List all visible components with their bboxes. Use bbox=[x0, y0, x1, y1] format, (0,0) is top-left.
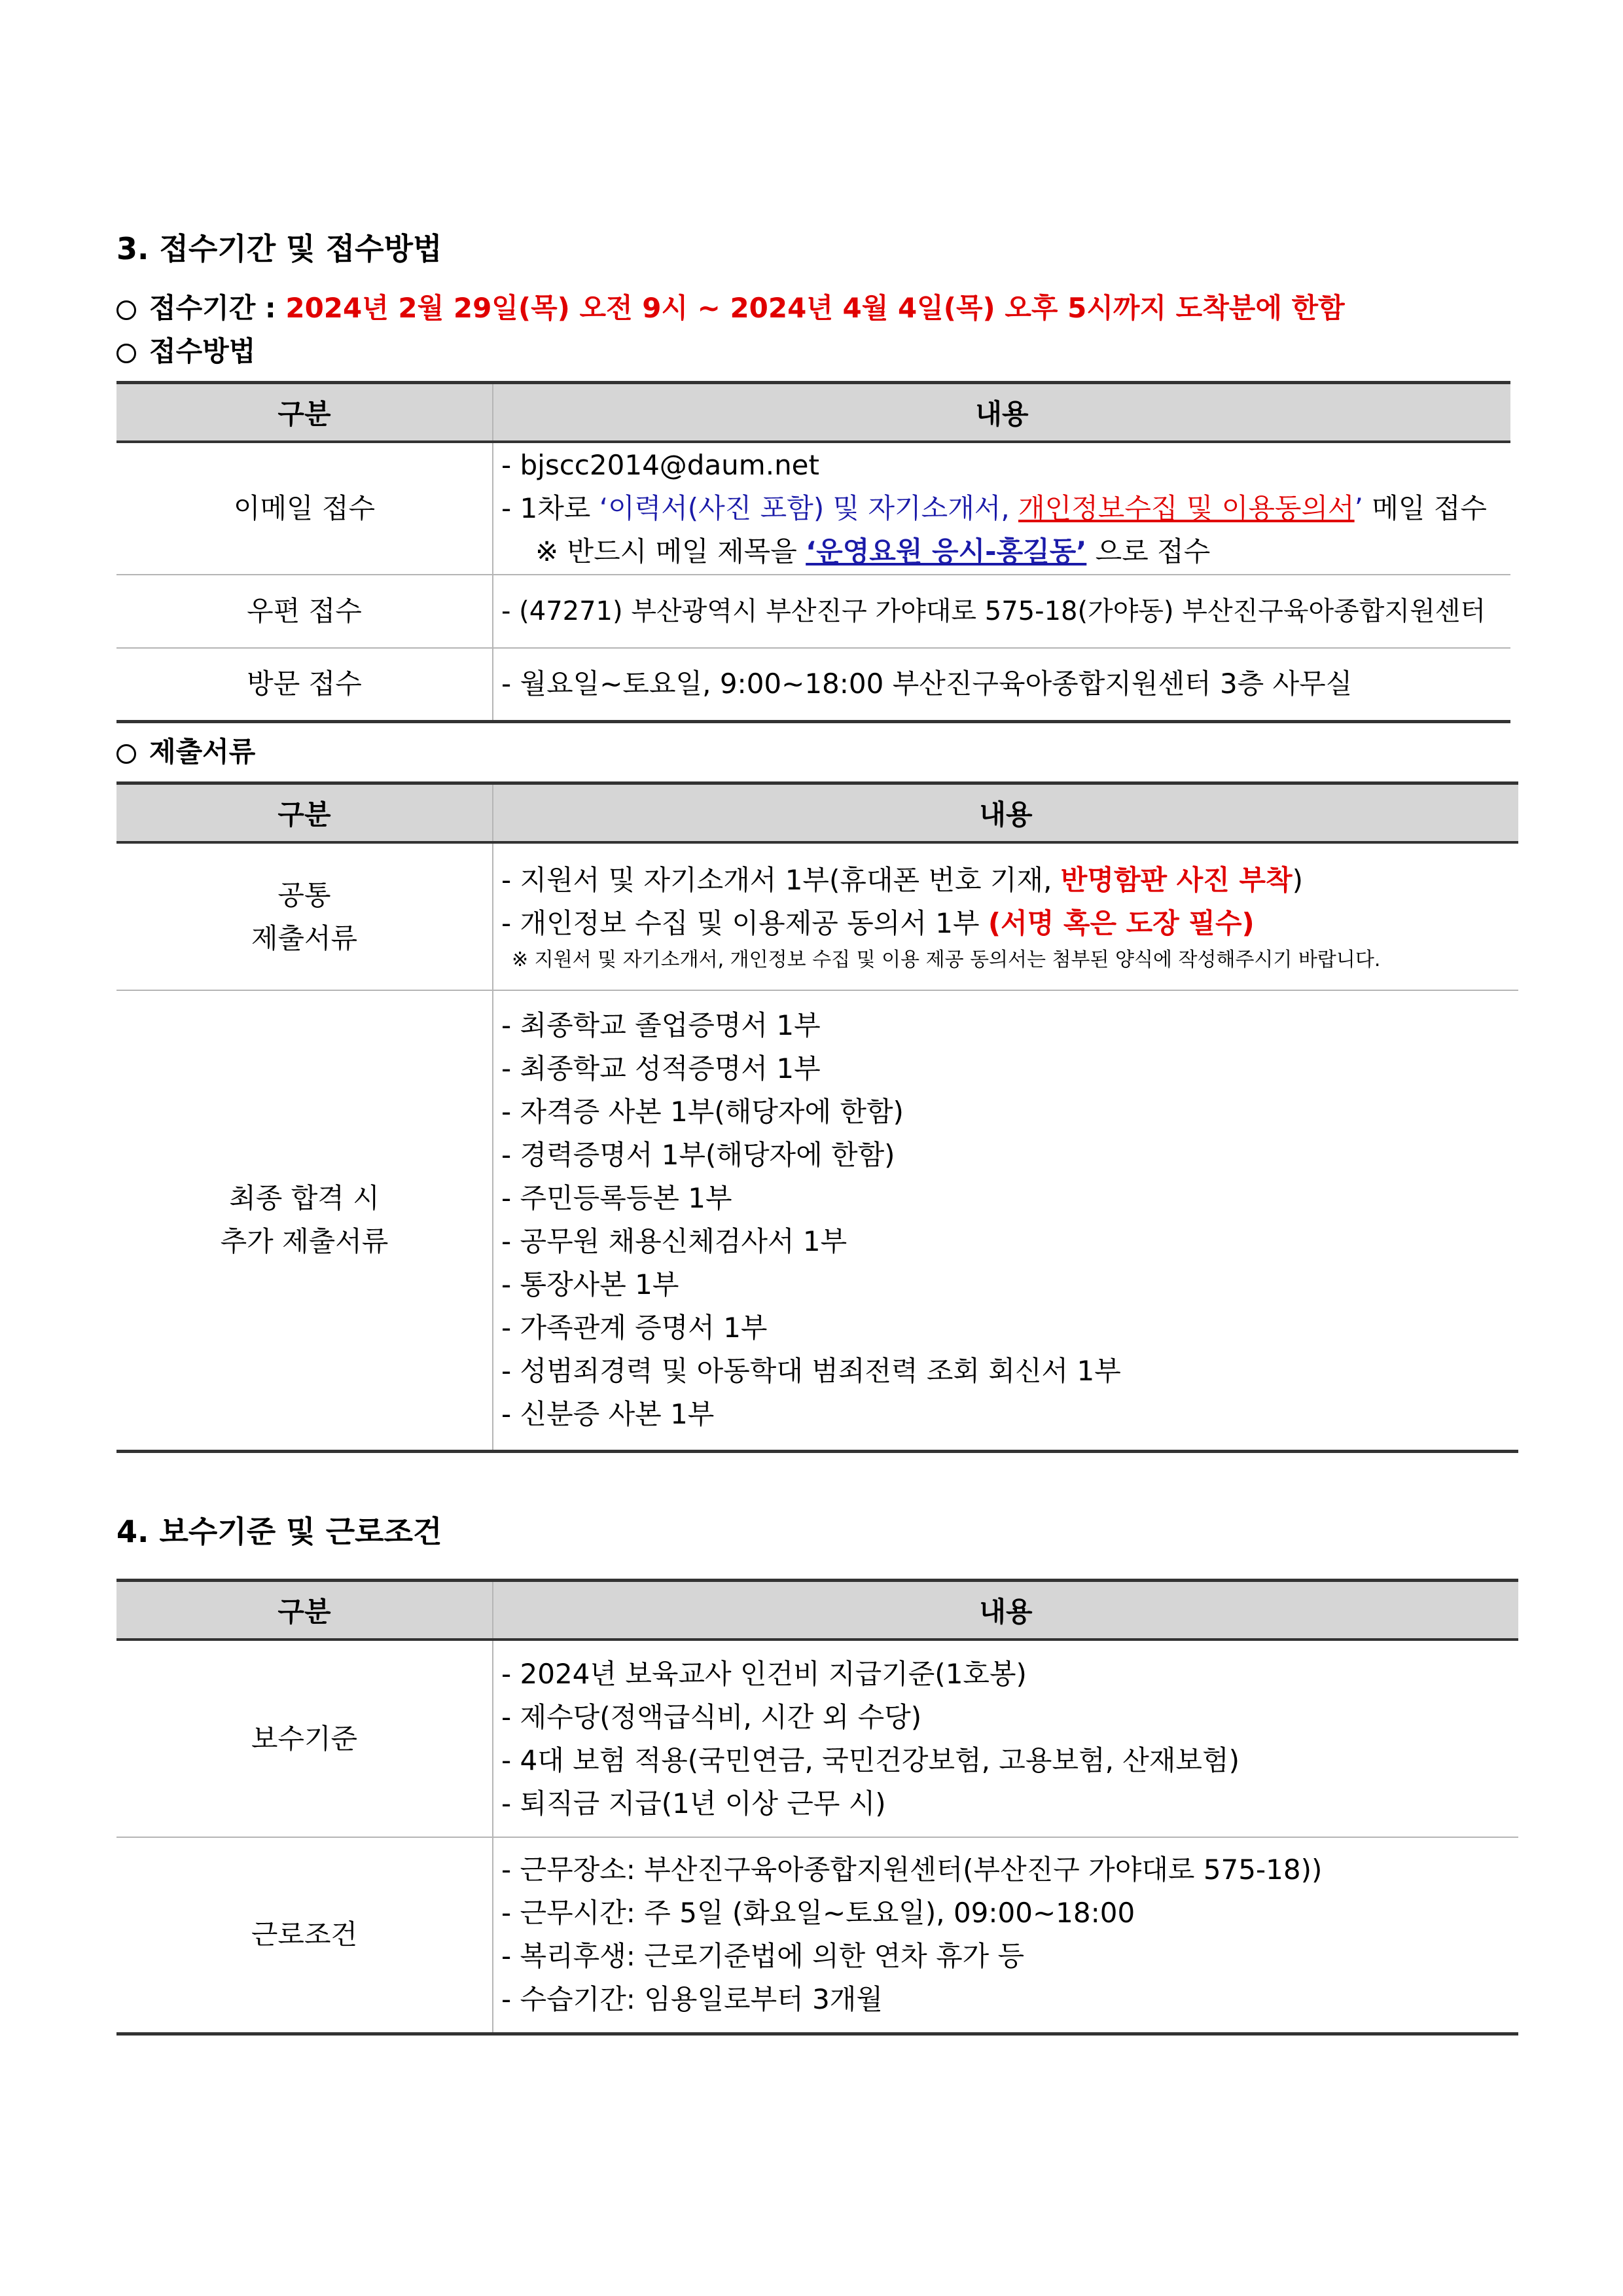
row-label-line: 제출서류 bbox=[251, 922, 358, 954]
row-content bbox=[493, 1640, 1518, 1837]
docs-table bbox=[116, 781, 1518, 1453]
text-segment: (서명 혹은 도장 필수) bbox=[988, 906, 1255, 939]
text-segment: ‘운영요원 응시-홍길동’ bbox=[806, 535, 1087, 567]
work-item: - 수습기간: 임용일로부터 3개월 bbox=[501, 1983, 883, 2016]
common-doc-item bbox=[501, 859, 1518, 902]
method-table bbox=[116, 381, 1510, 723]
table-row bbox=[116, 442, 1510, 575]
pay-item: - 퇴직금 지급(1년 이상 근무 시) bbox=[501, 1787, 886, 1820]
work-item: - 복리후생: 근로기준법에 의한 연차 휴가 등 bbox=[501, 1940, 1025, 1973]
row-label-line: 최종 합격 시 bbox=[229, 1182, 380, 1215]
text-segment: ) bbox=[1292, 863, 1304, 896]
table-row bbox=[116, 648, 1510, 721]
row-content bbox=[493, 575, 1510, 648]
table-header: 구분 bbox=[116, 1581, 493, 1640]
row-label-line: 추가 제출서류 bbox=[220, 1225, 389, 1258]
final-doc-item: - 자격증 사본 1부(해당자에 한함) bbox=[501, 1096, 904, 1128]
section3-title: 3. 접수기간 및 접수방법 bbox=[116, 231, 442, 266]
row-label bbox=[116, 842, 493, 990]
text-segment: - 개인정보 수집 및 이용제공 동의서 1부 bbox=[501, 906, 988, 939]
text-segment: ’ bbox=[1354, 492, 1363, 524]
text-segment: 반명함판 사진 부착 bbox=[1060, 863, 1293, 896]
row-content bbox=[493, 1837, 1518, 2034]
row-content bbox=[493, 990, 1518, 1451]
table-row bbox=[116, 1640, 1518, 1837]
row-label: 우편 접수 bbox=[116, 575, 493, 648]
table-header: 구분 bbox=[116, 383, 493, 442]
circle-bullet-icon bbox=[116, 744, 136, 764]
text-segment: ‘이력서(사진 포함) 및 자기소개서, bbox=[599, 492, 1019, 524]
circle-bullet-icon bbox=[116, 344, 136, 363]
work-item: - 근무장소: 부산진구육아종합지원센터(부산진구 가야대로 575-18)) bbox=[501, 1854, 1323, 1886]
table-header: 구분 bbox=[116, 783, 493, 843]
email-subject-note bbox=[501, 530, 1510, 573]
row-label: 근로조건 bbox=[116, 1837, 493, 2034]
table-row bbox=[116, 575, 1510, 648]
pay-work-table bbox=[116, 1579, 1518, 2036]
method-line bbox=[116, 330, 255, 373]
row-label: 방문 접수 bbox=[116, 648, 493, 721]
text-segment: 으로 접수 bbox=[1086, 535, 1211, 567]
row-content bbox=[493, 442, 1510, 575]
pay-item: - 2024년 보육교사 인건비 지급기준(1호봉) bbox=[501, 1657, 1027, 1690]
circle-bullet-icon bbox=[116, 300, 136, 320]
text-segment: - 1차로 bbox=[501, 492, 599, 524]
post-address: - (47271) 부산광역시 부산진구 가야대로 575-18(가야동) 부산진구육아종합지원센터 bbox=[501, 596, 1486, 626]
row-label: 이메일 접수 bbox=[116, 442, 493, 575]
row-content bbox=[493, 648, 1510, 721]
final-doc-item: - 가족관계 증명서 1부 bbox=[501, 1312, 768, 1344]
final-doc-item: - 성범죄경력 및 아동학대 범죄전력 조회 회신서 1부 bbox=[501, 1355, 1121, 1388]
table-row bbox=[116, 990, 1518, 1451]
text-segment: 메일 접수 bbox=[1363, 492, 1487, 524]
email-address: - bjscc2014@daum.net bbox=[501, 449, 819, 481]
common-doc-note: ※ 지원서 및 자기소개서, 개인정보 수집 및 이용 제공 동의서는 첨부된 양식에 작성해주시기 바랍니다. bbox=[512, 948, 1381, 971]
section4-title: 4. 보수기준 및 근로조건 bbox=[116, 1514, 442, 1549]
table-header: 내용 bbox=[493, 783, 1518, 843]
row-label: 보수기준 bbox=[116, 1640, 493, 1837]
visit-info: - 월요일~토요일, 9:00~18:00 부산진구육아종합지원센터 3층 사무실 bbox=[501, 668, 1353, 700]
docs-line bbox=[116, 730, 255, 774]
table-row bbox=[116, 1837, 1518, 2034]
final-doc-item: - 주민등록등본 1부 bbox=[501, 1182, 732, 1215]
final-doc-item: - 공무원 채용신체검사서 1부 bbox=[501, 1225, 847, 1258]
text-segment: 개인정보수집 및 이용동의서 bbox=[1018, 492, 1355, 524]
table-row bbox=[116, 842, 1518, 990]
period-line bbox=[116, 287, 1345, 330]
text-segment: ※ 반드시 메일 제목을 bbox=[535, 535, 806, 567]
docs-label: 제출서류 bbox=[149, 736, 256, 768]
common-doc-item bbox=[501, 902, 1518, 945]
final-doc-item: - 신분증 사본 1부 bbox=[501, 1398, 715, 1431]
period-label: 접수기간 : bbox=[149, 292, 276, 324]
row-content bbox=[493, 842, 1518, 990]
pay-item: - 제수당(정액급식비, 시간 외 수당) bbox=[501, 1700, 922, 1733]
row-label-line: 공통 bbox=[277, 878, 331, 911]
method-label: 접수방법 bbox=[149, 335, 256, 367]
work-item: - 근무시간: 주 5일 (화요일~토요일), 09:00~18:00 bbox=[501, 1897, 1135, 1929]
final-doc-item: - 경력증명서 1부(해당자에 한함) bbox=[501, 1139, 895, 1172]
final-doc-item: - 최종학교 성적증명서 1부 bbox=[501, 1052, 821, 1085]
table-header: 내용 bbox=[493, 1581, 1518, 1640]
table-header: 내용 bbox=[493, 383, 1510, 442]
row-label bbox=[116, 990, 493, 1451]
final-doc-item: - 통장사본 1부 bbox=[501, 1268, 679, 1301]
pay-item: - 4대 보험 적용(국민연금, 국민건강보험, 고용보험, 산재보험) bbox=[501, 1744, 1240, 1776]
final-doc-item: - 최종학교 졸업증명서 1부 bbox=[501, 1009, 821, 1042]
period-value: 2024년 2월 29일(목) 오전 9시 ~ 2024년 4월 4일(목) 오후 5시까지 도착분에 한함 bbox=[285, 292, 1345, 324]
text-segment: - 지원서 및 자기소개서 1부(휴대폰 번호 기재, bbox=[501, 863, 1061, 896]
email-instruction bbox=[501, 487, 1510, 530]
